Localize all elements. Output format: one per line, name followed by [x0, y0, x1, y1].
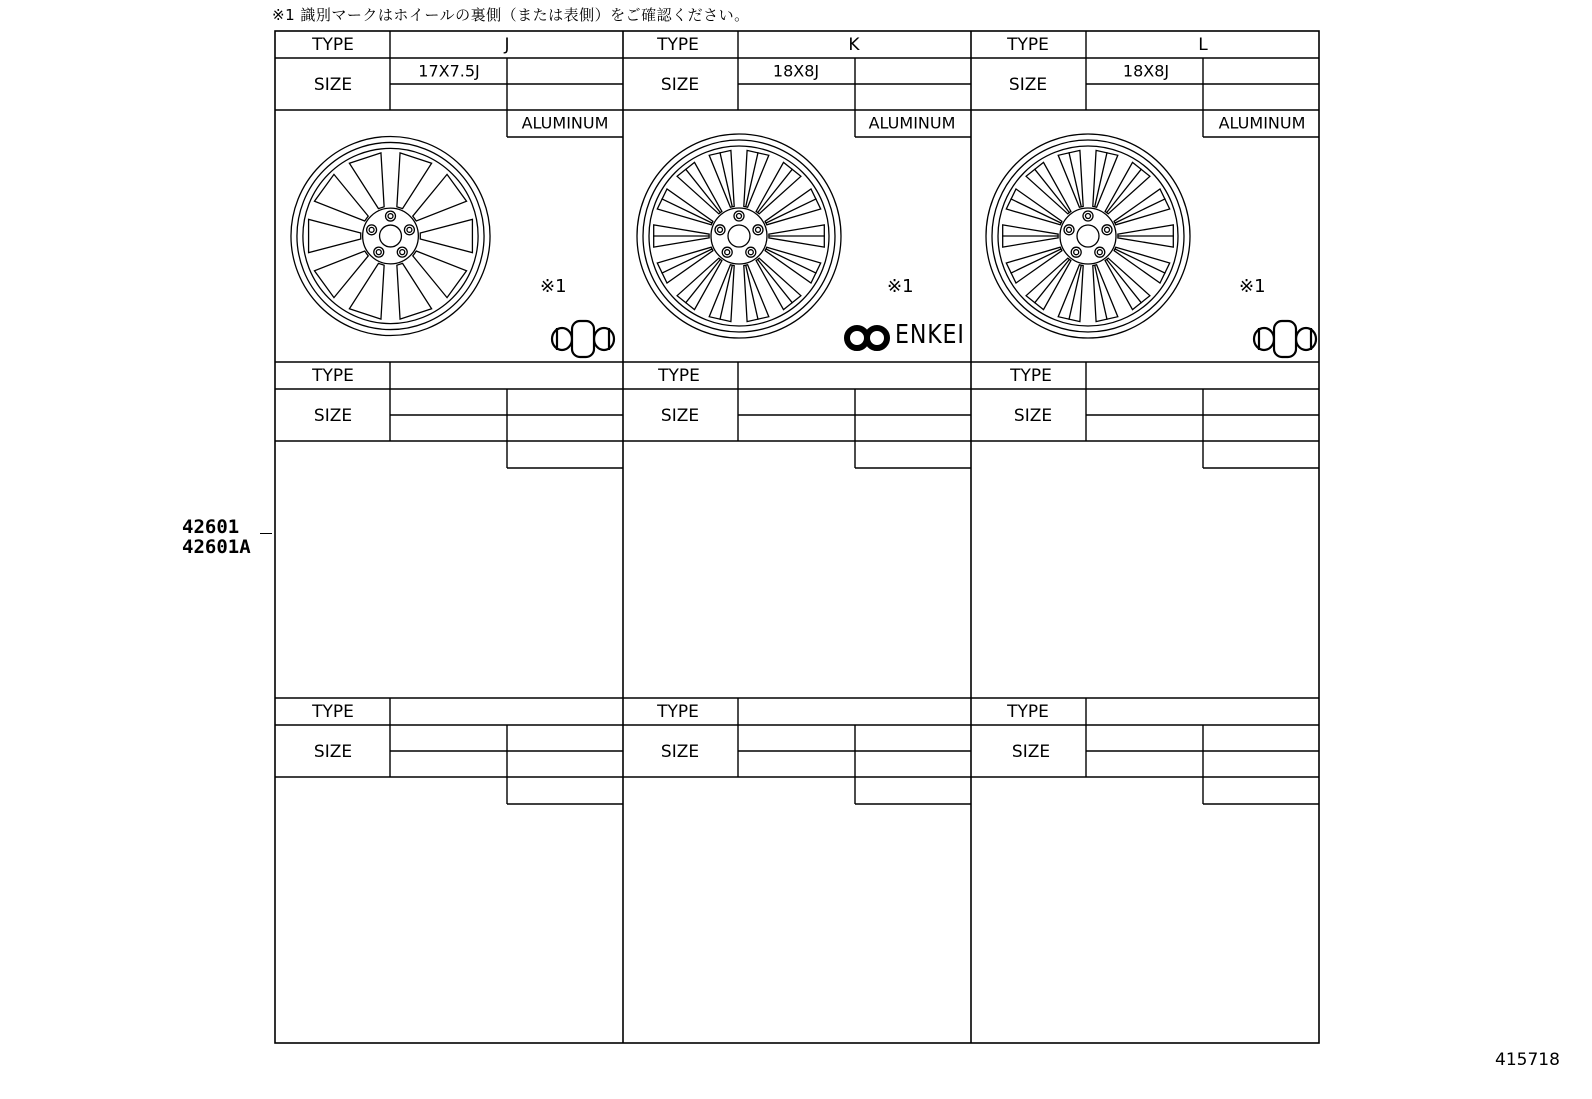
wheel-j-drawing: [283, 126, 498, 346]
enkei-brand-text: ENKEI: [895, 320, 965, 350]
figure-id: 415718: [1495, 1050, 1560, 1070]
row1-type-label-j: TYPE: [312, 35, 354, 55]
row2-type-label-3: TYPE: [1010, 366, 1052, 386]
part-number: 42601: [182, 516, 240, 538]
row2-size-label-2: SIZE: [660, 406, 700, 426]
wheel-l-identification-mark-icon: [1250, 318, 1320, 360]
wheel-l-size: 18X8J: [1122, 61, 1170, 81]
part-number: 42601A: [182, 536, 251, 558]
row1-type-label-k: TYPE: [657, 35, 699, 55]
wheel-l-type: L: [1198, 35, 1208, 55]
row3-type-label-1: TYPE: [312, 702, 354, 722]
row2-type-label-1: TYPE: [312, 366, 354, 386]
wheel-k-brand-enkei: [843, 318, 973, 358]
wheel-l-mark-note: ※1: [1239, 276, 1266, 297]
enkei-logo-icon: [843, 322, 891, 354]
wheel-j-identification-mark-icon: [548, 318, 618, 360]
row3-size-label-3: SIZE: [1011, 742, 1051, 762]
row3-type-label-3: TYPE: [1007, 702, 1049, 722]
note-text: ※1 識別マークはホイールの裏側（または表側）をご確認ください。: [272, 6, 750, 24]
row2-size-label-3: SIZE: [1013, 406, 1053, 426]
wheel-k-size: 18X8J: [772, 61, 820, 81]
row3-type-label-2: TYPE: [657, 702, 699, 722]
part-number-list: [182, 517, 251, 557]
wheel-j-type: J: [504, 35, 510, 55]
wheel-k-type: K: [848, 35, 860, 55]
row1-type-label-l: TYPE: [1007, 35, 1049, 55]
row3-size-label-1: SIZE: [313, 742, 353, 762]
row1-size-label-l: SIZE: [1008, 75, 1048, 95]
row1-size-label-j: SIZE: [313, 75, 353, 95]
row2-type-label-2: TYPE: [658, 366, 700, 386]
wheel-k-material: ALUMINUM: [868, 113, 956, 133]
part-number-leader-line: [260, 533, 272, 534]
wheel-j-material: ALUMINUM: [521, 113, 609, 133]
wheel-k-mark-note: ※1: [887, 276, 914, 297]
wheel-l-drawing: [983, 126, 1193, 346]
wheel-k-drawing: [629, 126, 849, 346]
row1-size-label-k: SIZE: [660, 75, 700, 95]
row3-size-label-2: SIZE: [660, 742, 700, 762]
wheel-j-size: 17X7.5J: [418, 61, 480, 81]
wheel-j-mark-note: ※1: [540, 276, 567, 297]
row2-size-label-1: SIZE: [313, 406, 353, 426]
wheel-l-material: ALUMINUM: [1218, 113, 1306, 133]
